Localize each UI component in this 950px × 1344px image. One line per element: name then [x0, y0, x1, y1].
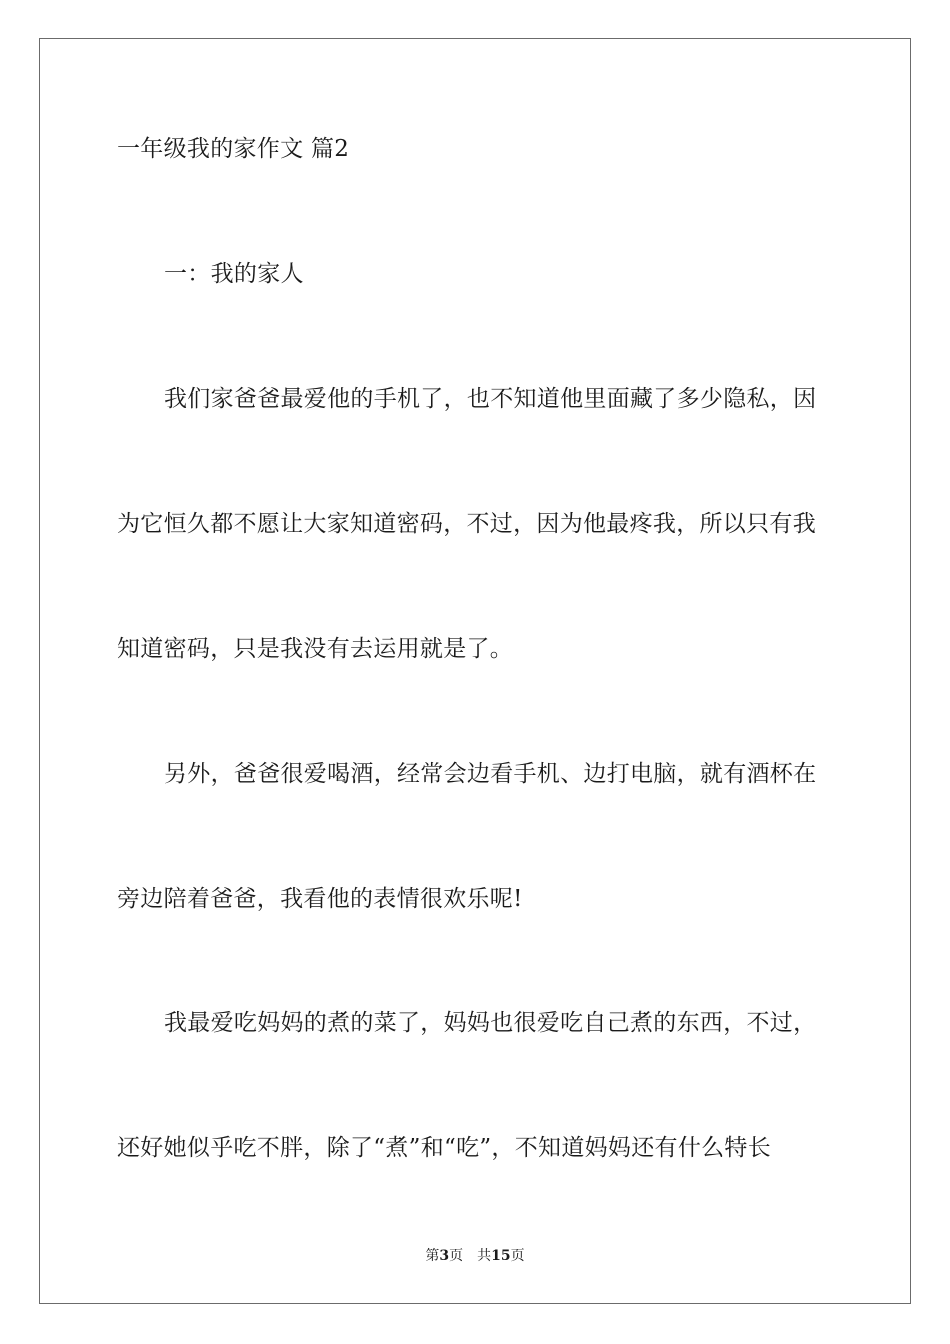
total-page-count: 15: [491, 1248, 511, 1264]
paragraph-line: 为它恒久都不愿让大家知道密码，不过，因为他最疼我，所以只有我: [117, 511, 816, 537]
page-border: [39, 38, 911, 1304]
paragraph-line: 旁边陪着爸爸，我看他的表情很欢乐呢!: [117, 886, 523, 912]
paragraph-line: 另外，爸爸很爱喝酒，经常会边看手机、边打电脑，就有酒杯在: [164, 761, 817, 787]
total-suffix: 页: [510, 1248, 525, 1264]
paragraph-line: 知道密码，只是我没有去运用就是了。: [117, 636, 514, 662]
total-prefix: 共: [477, 1248, 492, 1264]
page-suffix: 页: [449, 1248, 464, 1264]
current-page-number: 3: [439, 1248, 450, 1264]
page-prefix: 第: [425, 1248, 440, 1264]
paragraph-line: 还好她似乎吃不胖，除了“煮”和“吃”，不知道妈妈还有什么特长: [117, 1135, 772, 1161]
paragraph-line: 我最爱吃妈妈的煮的菜了，妈妈也很爱吃自己煮的东西，不过，: [164, 1010, 817, 1036]
paragraph-line: 我们家爸爸最爱他的手机了，也不知道他里面藏了多少隐私，因: [164, 386, 817, 412]
document-title: 一年级我的家作文 篇2: [117, 136, 350, 162]
section-heading: 一：我的家人: [164, 261, 304, 287]
page-footer: [0, 1246, 950, 1266]
